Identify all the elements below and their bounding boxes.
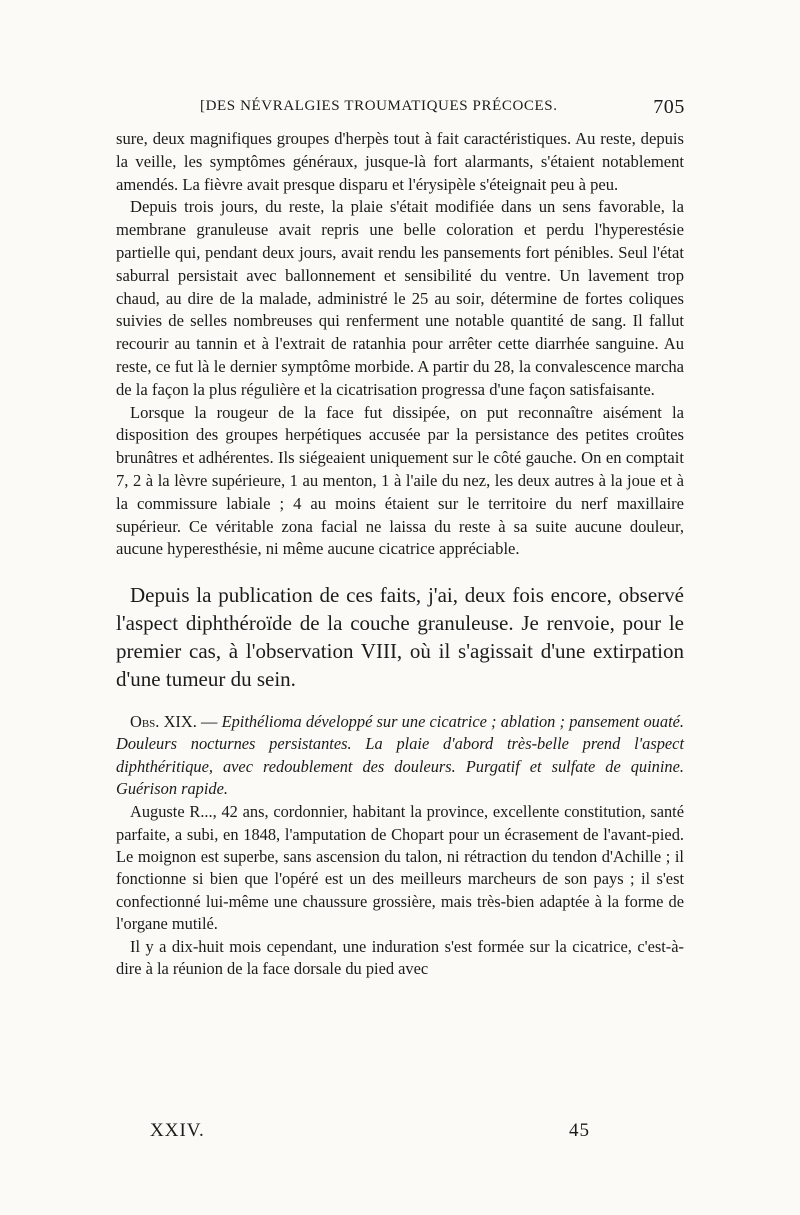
observation-dash: —	[196, 712, 222, 732]
signature-footer	[150, 1120, 590, 1146]
observation-heading	[116, 711, 684, 800]
observation-paragraph-patient: Auguste R..., 42 ans, cordonnier, habitant la province, excellente constitution, santé parfaite, a subi, en 1848, l'amputation de Chopart pour un écrasement de l'avant-pied. Le moignon est superbe, sans ascension du talon, ni rétraction du tendon d'Achille ; il fonctionne si bien que l'opéré est un des meilleurs marcheurs de son pays ; il s'est confectionné lui-même une chaussure grossière, mais très-bien adaptée à la forme de l'organe mutilé.	[116, 802, 684, 933]
paragraph-publication-note: Depuis la publication de ces faits, j'ai, deux fois encore, observé l'aspect diphthéroïde de la couche granuleuse. Je renvoie, pour le premier cas, à l'observation VIII, où il s'agissait d'une extirpation d'une tumeur du sein.	[116, 583, 684, 692]
signature-mark: XXIV.	[150, 1120, 205, 1141]
running-header	[200, 96, 685, 118]
observation-paragraph-induration: Il y a dix-huit mois cependant, une induration s'est formée sur la cicatrice, c'est-à-dire à la réunion de la face dorsale du pied avec	[116, 937, 684, 979]
running-title: [DES NÉVRALGIES TROUMATIQUES PRÉCOCES.	[200, 98, 558, 114]
page-body	[116, 128, 684, 981]
page-number: 705	[653, 96, 685, 118]
observation-summary: Epithélioma développé sur une cicatrice ; ablation ; pansement ouaté. Douleurs nocturnes persistantes. La plaie d'abord très-belle prend l'aspect diphthéritique, avec redoublement des douleurs. Purgatif et sulfate de quinine. Guérison rapide.	[116, 712, 684, 799]
signature-number: 45	[569, 1120, 590, 1141]
paragraph-herpes-groups: Lorsque la rougeur de la face fut dissipée, on put reconnaître aisément la disposition des groupes herpétiques accusée par la persistance des petites croûtes brunâtres et adhérentes. Ils siégeaient uniquement sur le côté gauche. On en comptait 7, 2 à la lèvre supérieure, 1 au menton, 1 à l'aile du nez, les deux autres à la joue et à la commissure labiale ; 4 au moins étaient sur le territoire du nerf maxillaire supérieur. Ce véritable zona facial ne laissa du reste à sa suite aucune douleur, aucune hyperesthésie, ni même aucune cicatrice appréciable.	[116, 402, 684, 559]
paragraph-continued: sure, deux magnifiques groupes d'herpès tout à fait caractéristiques. Au reste, depuis la veille, les symptômes généraux, jusque-là fort alarmants, s'étaient notablement amendés. La fièvre avait presque disparu et l'érysipèle s'éteignait peu à peu.	[116, 129, 684, 194]
paragraph-wound-progress: Depuis trois jours, du reste, la plaie s'était modifiée dans un sens favorable, la membrane granuleuse avait repris une belle coloration et perdu l'hyperestésie partielle qui, pendant deux jours, avait rendu les pansements fort pénibles. Seul l'état saburral persistait avec ballonnement et sensibilité du ventre. Un lavement trop chaud, au dire de la malade, administré le 25 au soir, détermine de fortes coliques suivies de selles nombreuses qui renferment une notable quantité de sang. Il fallut recourir au tannin et à l'extrait de ratanhia pour arrêter cette diarrhée sanguine. Au reste, ce fut là le dernier symptôme morbide. A partir du 28, la convalescence marcha de la façon la plus régulière et la cicatrisation progressa d'une façon satisfaisante.	[116, 197, 684, 399]
observation-label: Obs. XIX.	[130, 712, 197, 732]
